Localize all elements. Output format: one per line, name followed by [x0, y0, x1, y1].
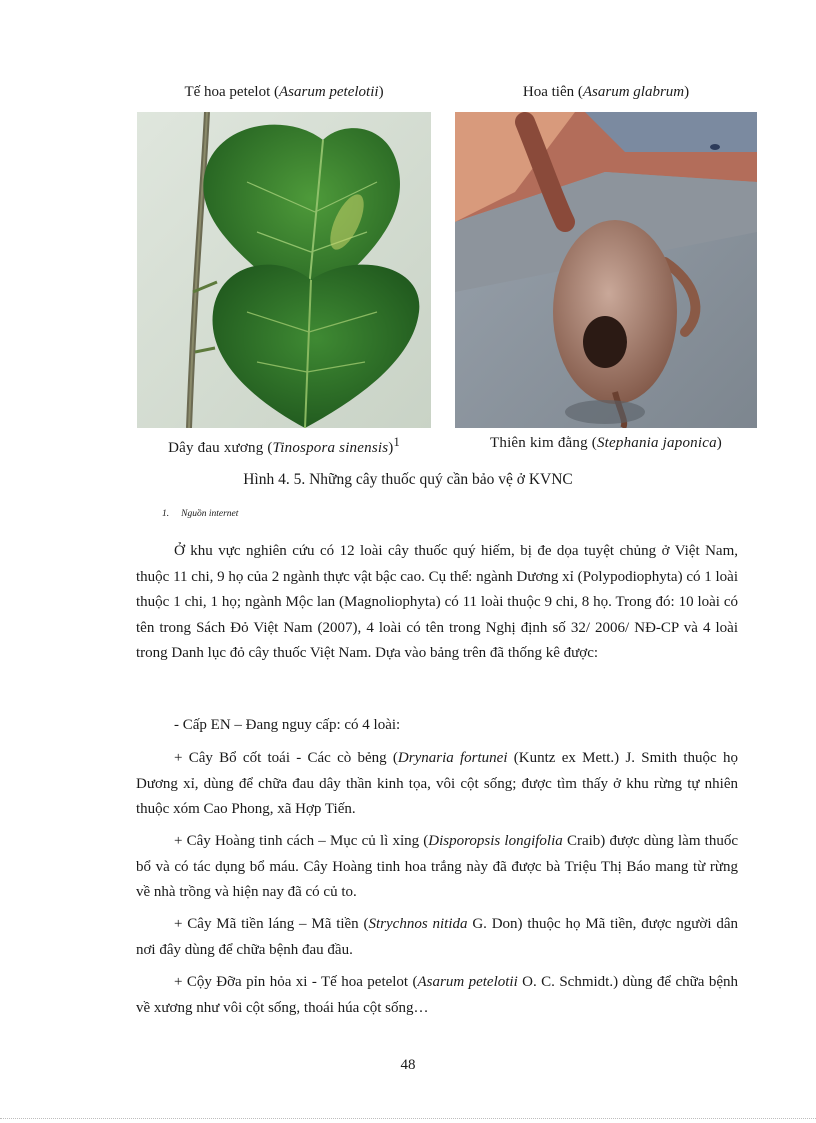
item-text-rest: Craib) được dùng làm thuốc bổ và có tác dụng bổ máu. Cây Hoàng tinh hoa trắng này đã được bà Triệu Thị Báo mang từ rừng về nhà trồng và hiện nay đã có củ to. [136, 833, 738, 900]
caption-bottom-right [455, 435, 757, 452]
page-bottom-divider [0, 1118, 816, 1119]
level-line [136, 713, 738, 739]
item-text-rest: G. Don) thuộc họ Mã tiền, được người dân nơi đây dùng để chữa bệnh đau đầu. [136, 916, 738, 958]
intro-paragraph [136, 539, 738, 667]
photo-heart-leaves [137, 112, 431, 428]
paragraph-item-4 [136, 970, 738, 1021]
caption-bottom-left [137, 435, 431, 457]
caption-text: Tế hoa petelot ( [184, 84, 279, 100]
item-species: Drynaria fortunei [397, 750, 508, 766]
caption-close: ) [684, 84, 690, 100]
caption-top-left [137, 84, 431, 101]
footnote [162, 509, 238, 519]
footnote-text: Nguồn internet [181, 509, 239, 519]
item-text-rest: O. C. Schmidt.) dùng để chữa bệnh về xương như vôi cột sống, thoái húa cột sống… [136, 974, 738, 1016]
item-4 [136, 970, 738, 1021]
caption-species: Tinospora sinensis [272, 440, 389, 456]
item-text: + Cây Bổ cốt toái - Các cò bẻng ( [174, 750, 398, 766]
paragraph-item-1 [136, 746, 738, 823]
photo-tuber [455, 112, 757, 428]
caption-close: ) [378, 84, 384, 100]
item-text-rest: (Kuntz ex Mett.) J. Smith thuộc họ Dương xỉ, dùng để chữa đau dây thần kinh tọa, vôi cột sống; được tìm thấy ở khu rừng tự nhiên thuộc xóm Cao Phong, xã Hợp Tiến. [136, 750, 738, 817]
paragraph-item-3 [136, 912, 738, 963]
caption-top-right [455, 84, 757, 101]
page-number: 48 [400, 1057, 416, 1073]
paragraph-item-2 [136, 829, 738, 906]
item-species: Asarum petelotii [417, 974, 518, 990]
footnote-number: 1. [162, 509, 170, 519]
caption-text: Dây đau xương ( [168, 440, 273, 456]
caption-close: ) [388, 440, 394, 456]
paragraph-level: - Cấp EN – Đang nguy cấp: có 4 loài: [174, 717, 401, 733]
caption-species: Stephania japonica [596, 435, 717, 451]
paragraph-intro: Ở khu vực nghiên cứu có 12 loài cây thuốc quý hiếm, bị đe dọa tuyệt chủng ở Việt Nam, thuộc 11 chi, 9 họ của 2 ngành thực vật bậc cao. Cụ thể: ngành Dương xỉ (Polypodiophyta) có 1 loài thuộc 1 chi, 1 họ; ngành Mộc lan (Magnoliophyta) có 11 loài thuộc 9 chi, 8 họ. Trong đó: 10 loài có tên trong Sách Đỏ Việt Nam (2007), 4 loài có tên trong Nghị định số 32/ 2006/ NĐ-CP và 4 loài trong Danh lục đỏ cây thuốc Việt Nam. Dựa vào bảng trên đã thống kê được: [136, 543, 738, 661]
item-3 [136, 912, 738, 963]
item-1 [136, 746, 738, 823]
caption-text: Thiên kim đằng ( [490, 435, 597, 451]
caption-close: ) [716, 435, 722, 451]
item-text: + Cây Mã tiền láng – Mã tiền ( [174, 916, 369, 932]
caption-species: Asarum glabrum [582, 84, 685, 100]
footnote-marker: 1 [393, 435, 400, 449]
caption-species: Asarum petelotii [278, 84, 379, 100]
caption-text: Hoa tiên ( [522, 84, 583, 100]
item-2 [136, 829, 738, 906]
item-text: + Cây Hoàng tinh cách – Mục củ lì xỉng ( [174, 833, 429, 849]
item-text: + Cộy Đỡa pỉn hỏa xi - Tế hoa petelot ( [174, 974, 418, 990]
item-species: Strychnos nitida [368, 916, 468, 932]
item-species: Disporopsis longifolia [428, 833, 563, 849]
figure-title: Hình 4. 5. Những cây thuốc quý cần bảo vệ ở KVNC [243, 471, 573, 488]
